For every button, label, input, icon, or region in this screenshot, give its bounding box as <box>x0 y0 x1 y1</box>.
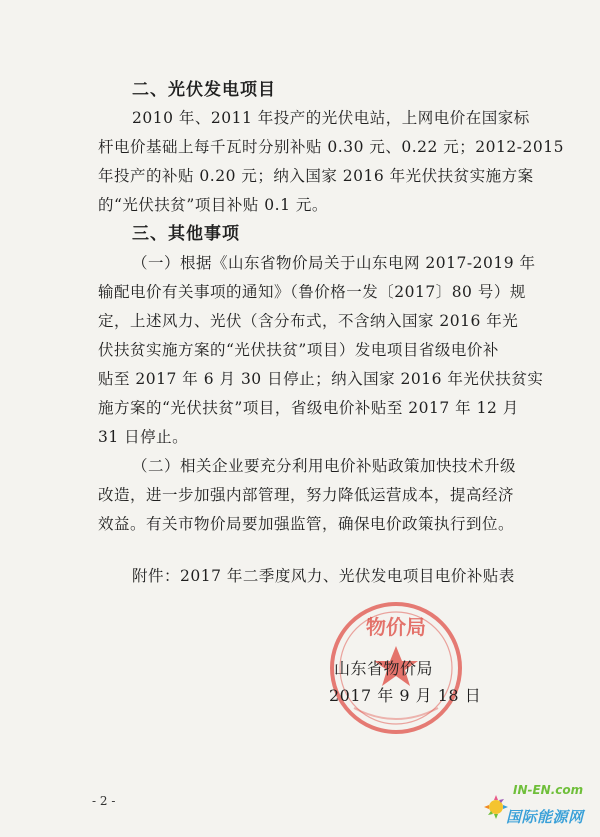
item1-text-line: 输配电价有关事项的通知》（鲁价格一发〔2017〕80 号）规 <box>98 283 526 301</box>
seal-text: 物价局 <box>366 615 426 639</box>
item1-text-line: 施方案的“光伏扶贫”项目，省级电价补贴至 2017 年 12 月 <box>98 399 519 417</box>
item2-text-line: 效益。有关市物价局要加强监管，确保电价政策执行到位。 <box>98 515 515 533</box>
pv-text-line: 年投产的补贴 0.20 元；纳入国家 2016 年光伏扶贫实施方案 <box>98 167 534 185</box>
attachment-note: 附件：2017 年二季度风力、光伏发电项目电价补贴表 <box>132 567 515 585</box>
item1-text-line: 31 日停止。 <box>98 428 189 446</box>
pv-text-line: 杆电价基础上每千瓦时分别补贴 0.30 元、0.22 元；2012-2015 <box>98 138 564 156</box>
item1-text-line: 贴至 2017 年 6 月 30 日停止；纳入国家 2016 年光伏扶贫实 <box>98 370 544 388</box>
item2-text-line: （二）相关企业要充分利用电价补贴政策加快技术升级 <box>132 457 517 475</box>
pv-text-line: 2010 年、2011 年投产的光伏电站，上网电价在国家标 <box>132 109 530 127</box>
logo-domain: IN-EN.com <box>513 783 584 797</box>
logo-name: 国际能源网 <box>506 808 584 826</box>
section-heading-other: 三、其他事项 <box>132 224 240 244</box>
item1-text-line: 伏扶贫实施方案的“光伏扶贫”项目）发电项目省级电价补 <box>98 341 499 359</box>
item1-text-line: （一）根据《山东省物价局关于山东电网 2017-2019 年 <box>132 254 536 272</box>
issuer-name: 山东省物价局 <box>334 659 434 678</box>
page-number: - 2 - <box>92 794 116 808</box>
item1-text-line: 定，上述风力、光伏（含分布式，不含纳入国家 2016 年光 <box>98 312 519 330</box>
issue-date: 2017 年 9 月 18 日 <box>329 686 482 705</box>
pv-text-line: 的“光伏扶贫”项目补贴 0.1 元。 <box>98 196 328 214</box>
section-heading-pv: 二、光伏发电项目 <box>132 80 276 100</box>
item2-text-line: 改造，进一步加强内部管理，努力降低运营成本，提高经济 <box>98 486 515 504</box>
